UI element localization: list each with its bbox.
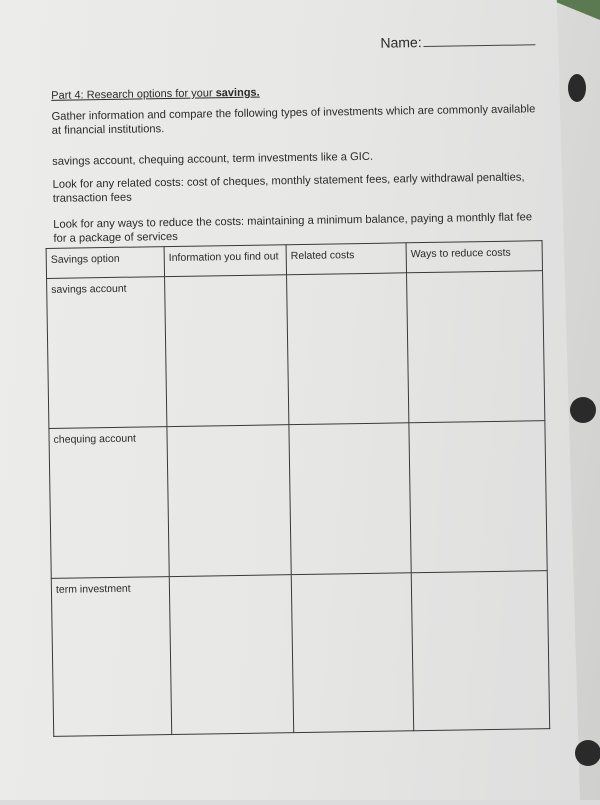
answer-cell[interactable] (411, 571, 549, 731)
instruction-paragraph-4: Look for any ways to reduce the costs: maintaining a minimum balance, paying a monthly flat fee for a package of services (53, 211, 533, 245)
heading-bold-text: savings. (215, 86, 260, 100)
table-header-cell: Related costs (286, 243, 406, 275)
row-label-cell: chequing account (49, 427, 169, 579)
heading-text: Part 4: Research options for your (51, 87, 216, 102)
table-row (47, 271, 545, 429)
table-header-cell: Savings option (46, 247, 164, 279)
answer-cell[interactable] (169, 575, 293, 735)
answer-cell[interactable] (287, 273, 409, 425)
name-field[interactable] (380, 32, 535, 50)
table-header-cell: Information you find out (164, 245, 286, 277)
answer-cell[interactable] (289, 423, 411, 575)
table-header-cell: Ways to reduce costs (406, 241, 542, 273)
answer-cell[interactable] (165, 275, 289, 427)
section-heading (51, 87, 260, 102)
name-blank-line[interactable] (424, 32, 536, 47)
answer-cell[interactable] (409, 421, 547, 573)
instruction-paragraph-1: Gather information and compare the following types of investments which are commonly available at financial institutions. (51, 103, 536, 137)
answer-cell[interactable] (167, 425, 291, 577)
comparison-table (46, 240, 551, 737)
answer-cell[interactable] (407, 271, 545, 423)
table-row (51, 571, 549, 737)
answer-cell[interactable] (291, 573, 413, 733)
row-label-cell: savings account (47, 277, 167, 429)
table-row (49, 421, 547, 579)
instruction-paragraph-3: Look for any related costs: cost of cheques, monthly statement fees, early withdrawal penalties, transaction fees (52, 171, 525, 205)
row-label-cell: term investment (51, 577, 171, 737)
name-label: Name: (380, 34, 422, 51)
instruction-paragraph-2: savings account, chequing account, term investments like a GIC. (52, 150, 374, 168)
